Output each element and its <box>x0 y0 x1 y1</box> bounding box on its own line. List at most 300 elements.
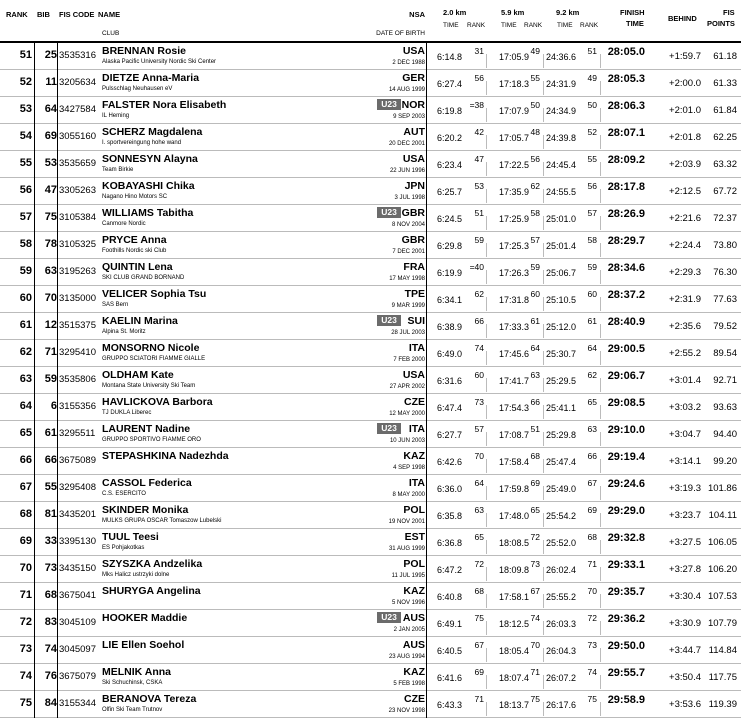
column-divider <box>57 259 58 286</box>
club-name: SKI CLUB GRAND BORNAND <box>102 275 185 281</box>
nsa-code: TPE <box>404 288 425 300</box>
split-divider <box>543 648 544 662</box>
fis-code-cell: 3195263 <box>59 266 96 277</box>
column-divider <box>34 421 35 448</box>
split-divider <box>543 405 544 419</box>
finish-time: 29:58.9 <box>607 694 645 706</box>
header-fis-code: FIS CODE <box>59 10 95 19</box>
split-2-rank: 71 <box>530 667 540 677</box>
split-3-rank: 50 <box>587 100 597 110</box>
split-1-rank: 51 <box>474 208 484 218</box>
behind-time: +3:44.7 <box>669 645 701 656</box>
split-2-rank: 51 <box>530 424 540 434</box>
header-finish: FINISH <box>620 8 645 17</box>
header-split-3-time: TIME <box>557 22 573 29</box>
split-divider <box>486 594 487 608</box>
split-divider <box>600 135 601 149</box>
split-divider <box>600 189 601 203</box>
rank-cell: 57 <box>19 211 32 223</box>
behind-time: +3:30.9 <box>669 618 701 629</box>
split-divider <box>600 540 601 554</box>
split-2-rank: 66 <box>530 397 540 407</box>
split-2-time: 17:05.9 <box>499 52 530 62</box>
split-divider <box>543 513 544 527</box>
split-1-rank: 57 <box>474 424 484 434</box>
split-divider <box>543 162 544 176</box>
bib-cell: 11 <box>45 76 57 88</box>
fis-points: 77.63 <box>713 294 737 305</box>
split-1-time: 6:20.2 <box>437 133 463 143</box>
nsa-code: AUT <box>403 126 425 138</box>
column-divider <box>57 313 58 340</box>
split-divider <box>486 540 487 554</box>
behind-time: +2:01.0 <box>669 105 701 116</box>
athlete-name: SKINDER Monika <box>102 504 189 516</box>
split-2-time: 18:13.7 <box>499 700 530 710</box>
finish-time: 28:34.6 <box>607 262 645 274</box>
fis-code-cell: 3675089 <box>59 455 96 466</box>
split-1-rank: =40 <box>469 262 484 272</box>
fis-points: 67.72 <box>713 186 737 197</box>
club-name: Nagano Hino Motors SC <box>102 194 168 200</box>
column-divider <box>426 43 427 70</box>
split-1-rank: 71 <box>474 694 484 704</box>
finish-time: 29:50.0 <box>607 640 645 652</box>
column-divider <box>34 529 35 556</box>
bib-cell: 25 <box>44 49 57 61</box>
bib-cell: 6 <box>50 400 57 412</box>
rank-cell: 66 <box>19 454 32 466</box>
split-divider <box>600 594 601 608</box>
split-divider <box>600 81 601 95</box>
nsa-code: AUS <box>402 639 425 651</box>
column-divider <box>57 70 58 97</box>
fis-points: 107.79 <box>707 618 737 629</box>
finish-time: 29:10.0 <box>607 424 645 436</box>
date-of-birth: 10 JUN 2003 <box>389 438 425 444</box>
bib-cell: 70 <box>44 292 57 304</box>
rank-cell: 64 <box>19 400 32 412</box>
split-3-time: 25:49.0 <box>546 484 577 494</box>
rank-cell: 58 <box>19 238 32 250</box>
split-1-rank: 68 <box>474 586 484 596</box>
date-of-birth: 2 DEC 1988 <box>392 60 425 66</box>
column-divider <box>57 394 58 421</box>
split-1-time: 6:36.8 <box>437 538 463 548</box>
split-3-time: 24:34.9 <box>546 106 577 116</box>
bib-cell: 74 <box>44 643 57 655</box>
column-divider <box>34 124 35 151</box>
column-divider <box>57 205 58 232</box>
split-3-time: 26:03.3 <box>546 619 577 629</box>
split-1-time: 6:40.8 <box>437 592 463 602</box>
split-1-time: 6:35.8 <box>437 511 463 521</box>
split-3-rank: 52 <box>587 127 597 137</box>
table-row <box>0 259 741 286</box>
nsa-code: FRA <box>403 261 425 273</box>
split-divider <box>600 297 601 311</box>
bib-cell: 69 <box>44 130 57 142</box>
split-3-rank: 56 <box>587 181 597 191</box>
split-divider <box>486 216 487 230</box>
split-divider <box>600 324 601 338</box>
finish-time: 28:09.2 <box>607 154 645 166</box>
table-row <box>0 70 741 97</box>
column-divider <box>426 448 427 475</box>
split-3-time: 25:54.2 <box>546 511 577 521</box>
athlete-name: LAURENT Nadine <box>102 423 191 435</box>
behind-time: +3:30.4 <box>669 591 701 602</box>
split-3-rank: 55 <box>587 154 597 164</box>
bib-cell: 68 <box>44 589 57 601</box>
header-name: NAME <box>98 10 121 19</box>
finish-time: 29:00.5 <box>607 343 645 355</box>
column-divider <box>426 610 427 637</box>
split-1-time: 6:36.0 <box>437 484 463 494</box>
split-divider <box>486 351 487 365</box>
header-split-1-rank: RANK <box>467 22 486 29</box>
header-split-3-rank: RANK <box>580 22 599 29</box>
split-2-rank: 70 <box>530 640 540 650</box>
split-1-time: 6:29.8 <box>437 241 463 251</box>
split-3-time: 25:52.0 <box>546 538 577 548</box>
nsa-code: GER <box>402 72 425 84</box>
table-row <box>0 529 741 556</box>
split-2-time: 17:18.3 <box>499 79 530 89</box>
table-row <box>0 691 741 718</box>
split-divider <box>486 648 487 662</box>
rank-cell: 53 <box>19 103 32 115</box>
fis-points: 62.25 <box>713 132 737 143</box>
column-divider <box>34 583 35 610</box>
split-3-rank: 68 <box>587 532 597 542</box>
header-nsa: NSA <box>409 10 425 19</box>
fis-code-cell: 3535316 <box>59 50 96 61</box>
column-divider <box>57 610 58 637</box>
finish-time: 28:17.8 <box>607 181 645 193</box>
fis-code-cell: 3105325 <box>59 239 96 250</box>
fis-points: 72.37 <box>713 213 737 224</box>
split-3-time: 26:07.2 <box>546 673 577 683</box>
split-divider <box>600 702 601 716</box>
nsa-code: KAZ <box>403 666 425 678</box>
split-3-time: 25:12.0 <box>546 322 577 332</box>
athlete-name: BERANOVA Tereza <box>102 693 197 705</box>
fis-points: 99.20 <box>713 456 737 467</box>
column-divider <box>57 232 58 259</box>
split-1-rank: 66 <box>474 316 484 326</box>
split-divider <box>486 135 487 149</box>
header-split-1-time: TIME <box>443 22 459 29</box>
club-name: Canmore Nordic <box>102 221 146 227</box>
finish-time: 28:40.9 <box>607 316 645 328</box>
split-divider <box>543 459 544 473</box>
column-divider <box>426 691 427 718</box>
rank-cell: 55 <box>19 157 32 169</box>
rank-cell: 68 <box>19 508 32 520</box>
club-name: Alpina St. Moritz <box>102 329 146 335</box>
split-1-time: 6:43.3 <box>437 700 463 710</box>
athlete-name: STEPASHKINA Nadezhda <box>102 450 229 462</box>
bib-cell: 61 <box>44 427 57 439</box>
split-divider <box>486 459 487 473</box>
split-2-time: 17:54.3 <box>499 403 530 413</box>
split-3-time: 24:55.5 <box>546 187 577 197</box>
athlete-name: CASSOL Federica <box>102 477 192 489</box>
date-of-birth: 4 SEP 1998 <box>393 465 425 471</box>
header-split-2: 5.9 km <box>501 8 525 17</box>
column-divider <box>426 178 427 205</box>
fis-points: 76.30 <box>713 267 737 278</box>
split-2-time: 18:07.4 <box>499 673 530 683</box>
split-2-time: 17:45.6 <box>499 349 530 359</box>
finish-time: 28:29.7 <box>607 235 645 247</box>
behind-time: +2:55.2 <box>669 348 701 359</box>
split-1-rank: 65 <box>474 532 484 542</box>
column-divider <box>426 637 427 664</box>
column-divider <box>426 340 427 367</box>
fis-code-cell: 3535659 <box>59 158 96 169</box>
table-row <box>0 394 741 421</box>
split-3-rank: 51 <box>587 46 597 56</box>
split-divider <box>543 81 544 95</box>
club-name: TJ DUKLA Liberec <box>102 410 152 416</box>
split-2-rank: 69 <box>530 478 540 488</box>
column-divider <box>34 205 35 232</box>
split-divider <box>543 486 544 500</box>
split-1-rank: 73 <box>474 397 484 407</box>
nsa-code: CZE <box>404 693 425 705</box>
split-divider <box>543 297 544 311</box>
split-divider <box>543 54 544 68</box>
split-3-time: 26:04.3 <box>546 646 577 656</box>
club-name: IL Heming <box>102 113 130 119</box>
table-row <box>0 97 741 124</box>
date-of-birth: 11 JUL 1995 <box>391 573 425 579</box>
column-divider <box>57 637 58 664</box>
split-divider <box>486 513 487 527</box>
bib-cell: 47 <box>44 184 57 196</box>
behind-time: +2:03.9 <box>669 159 701 170</box>
bib-cell: 78 <box>44 238 57 250</box>
date-of-birth: 2 JAN 2005 <box>393 627 425 633</box>
fis-code-cell: 3675079 <box>59 671 96 682</box>
fis-code-cell: 3435150 <box>59 563 96 574</box>
column-divider <box>57 340 58 367</box>
club-name: Ski Schuchinsk, CSKA <box>102 680 163 686</box>
athlete-name: MELNIK Anna <box>102 666 172 678</box>
header-fis: FIS <box>723 8 735 17</box>
split-1-time: 6:49.0 <box>437 349 463 359</box>
column-divider <box>34 313 35 340</box>
date-of-birth: 5 FEB 1998 <box>393 681 425 687</box>
finish-time: 28:05.0 <box>607 46 645 58</box>
column-divider <box>426 232 427 259</box>
athlete-name: QUINTIN Lena <box>102 261 173 273</box>
split-1-time: 6:41.6 <box>437 673 463 683</box>
split-divider <box>600 270 601 284</box>
split-divider <box>543 108 544 122</box>
nsa-code: POL <box>403 504 425 516</box>
split-2-time: 17:41.7 <box>499 376 530 386</box>
fis-code-cell: 3395130 <box>59 536 96 547</box>
split-divider <box>600 513 601 527</box>
behind-time: +3:14.1 <box>669 456 701 467</box>
split-2-time: 17:35.9 <box>499 187 530 197</box>
split-1-time: 6:47.2 <box>437 565 463 575</box>
bib-cell: 59 <box>44 373 57 385</box>
split-1-rank: 31 <box>474 46 484 56</box>
split-1-rank: 69 <box>474 667 484 677</box>
split-1-time: 6:38.9 <box>437 322 463 332</box>
finish-time: 29:33.1 <box>607 559 645 571</box>
split-3-time: 25:01.4 <box>546 241 577 251</box>
behind-time: +3:03.2 <box>669 402 701 413</box>
split-1-rank: 74 <box>474 343 484 353</box>
behind-time: +2:00.0 <box>669 78 701 89</box>
split-3-rank: 58 <box>587 235 597 245</box>
split-divider <box>600 243 601 257</box>
split-3-rank: 57 <box>587 208 597 218</box>
header-split-3: 9.2 km <box>556 8 580 17</box>
results-table-header <box>0 0 741 42</box>
finish-time: 28:26.9 <box>607 208 645 220</box>
split-3-rank: 66 <box>587 451 597 461</box>
fis-points: 73.80 <box>713 240 737 251</box>
split-divider <box>543 243 544 257</box>
fis-points: 104.11 <box>708 510 737 521</box>
split-2-time: 17:58.1 <box>499 592 530 602</box>
header-fis-points: POINTS <box>707 19 735 28</box>
bib-cell: 64 <box>44 103 57 115</box>
fis-code-cell: 3295408 <box>59 482 96 493</box>
column-divider <box>426 286 427 313</box>
bib-cell: 63 <box>44 265 57 277</box>
column-divider <box>426 124 427 151</box>
nsa-code: POL <box>403 558 425 570</box>
split-divider <box>600 486 601 500</box>
split-1-rank: 59 <box>474 235 484 245</box>
nsa-code: ITA <box>408 423 425 435</box>
split-3-rank: 74 <box>587 667 597 677</box>
split-1-time: 6:27.7 <box>437 430 463 440</box>
club-name: Olfin Ski Team Trutnov <box>102 707 163 713</box>
split-2-time: 17:58.4 <box>499 457 530 467</box>
column-divider <box>57 286 58 313</box>
column-divider <box>426 205 427 232</box>
table-row <box>0 286 741 313</box>
split-3-rank: 49 <box>587 73 597 83</box>
behind-time: +3:01.4 <box>669 375 701 386</box>
fis-points: 119.39 <box>708 699 737 710</box>
bib-cell: 12 <box>44 319 57 331</box>
split-3-time: 25:06.7 <box>546 268 577 278</box>
split-2-time: 18:08.5 <box>499 538 530 548</box>
date-of-birth: 23 NOV 1998 <box>388 708 425 714</box>
fis-code-cell: 3435201 <box>59 509 96 520</box>
split-3-rank: 65 <box>587 397 597 407</box>
behind-time: +2:31.9 <box>669 294 701 305</box>
column-divider <box>34 448 35 475</box>
column-divider <box>426 97 427 124</box>
table-row <box>0 556 741 583</box>
table-row <box>0 313 741 340</box>
split-3-time: 24:45.4 <box>546 160 577 170</box>
split-3-time: 25:41.1 <box>546 403 577 413</box>
fis-points: 89.54 <box>713 348 737 359</box>
date-of-birth: 9 MAR 1999 <box>391 303 425 309</box>
date-of-birth: 12 MAY 2000 <box>389 411 425 417</box>
nsa-code: KAZ <box>403 585 425 597</box>
split-divider <box>486 567 487 581</box>
column-divider <box>57 664 58 691</box>
header-club: CLUB <box>102 30 120 37</box>
bib-cell: 76 <box>44 670 57 682</box>
column-divider <box>426 421 427 448</box>
split-3-rank: 67 <box>587 478 597 488</box>
rank-cell: 62 <box>19 346 32 358</box>
split-2-rank: 49 <box>530 46 540 56</box>
split-2-time: 17:48.0 <box>499 511 530 521</box>
column-divider <box>34 232 35 259</box>
split-1-time: 6:27.4 <box>437 79 463 89</box>
header-finish-time: TIME <box>626 19 644 28</box>
split-2-time: 17:05.7 <box>499 133 530 143</box>
split-2-time: 17:08.7 <box>499 430 530 440</box>
split-2-rank: 62 <box>530 181 540 191</box>
rank-cell: 72 <box>19 616 32 628</box>
rank-cell: 67 <box>19 481 32 493</box>
split-3-time: 26:02.4 <box>546 565 577 575</box>
split-3-rank: 62 <box>587 370 597 380</box>
bib-cell: 33 <box>44 535 57 547</box>
finish-time: 29:06.7 <box>607 370 645 382</box>
athlete-name: TUUL Teesi <box>102 531 159 543</box>
column-divider <box>34 259 35 286</box>
nsa-code: USA <box>402 45 425 57</box>
split-divider <box>486 621 487 635</box>
split-1-time: 6:40.5 <box>437 646 463 656</box>
split-1-time: 6:34.1 <box>437 295 463 305</box>
table-row <box>0 232 741 259</box>
fis-points: 107.53 <box>707 591 737 602</box>
split-1-rank: 42 <box>474 127 484 137</box>
split-2-time: 17:59.8 <box>499 484 530 494</box>
split-divider <box>600 675 601 689</box>
behind-time: +2:35.6 <box>669 321 701 332</box>
split-3-rank: 73 <box>587 640 597 650</box>
nsa-code: USA <box>402 153 425 165</box>
fis-points: 101.86 <box>707 483 737 494</box>
fis-points: 61.84 <box>713 105 737 116</box>
behind-time: +3:19.3 <box>669 483 701 494</box>
split-3-rank: 75 <box>587 694 597 704</box>
split-1-time: 6:31.6 <box>437 376 463 386</box>
split-divider <box>543 432 544 446</box>
nsa-code: GBR <box>401 234 425 246</box>
split-2-rank: 60 <box>530 289 540 299</box>
fis-points: 63.32 <box>713 159 737 170</box>
u23-badge: U23 <box>377 99 401 110</box>
column-divider <box>426 583 427 610</box>
split-2-time: 17:31.8 <box>499 295 530 305</box>
fis-points: 114.84 <box>708 645 737 656</box>
nsa-code: NOR <box>401 99 425 111</box>
column-divider <box>57 43 58 70</box>
behind-time: +2:01.8 <box>669 132 701 143</box>
split-divider <box>543 189 544 203</box>
column-divider <box>34 70 35 97</box>
